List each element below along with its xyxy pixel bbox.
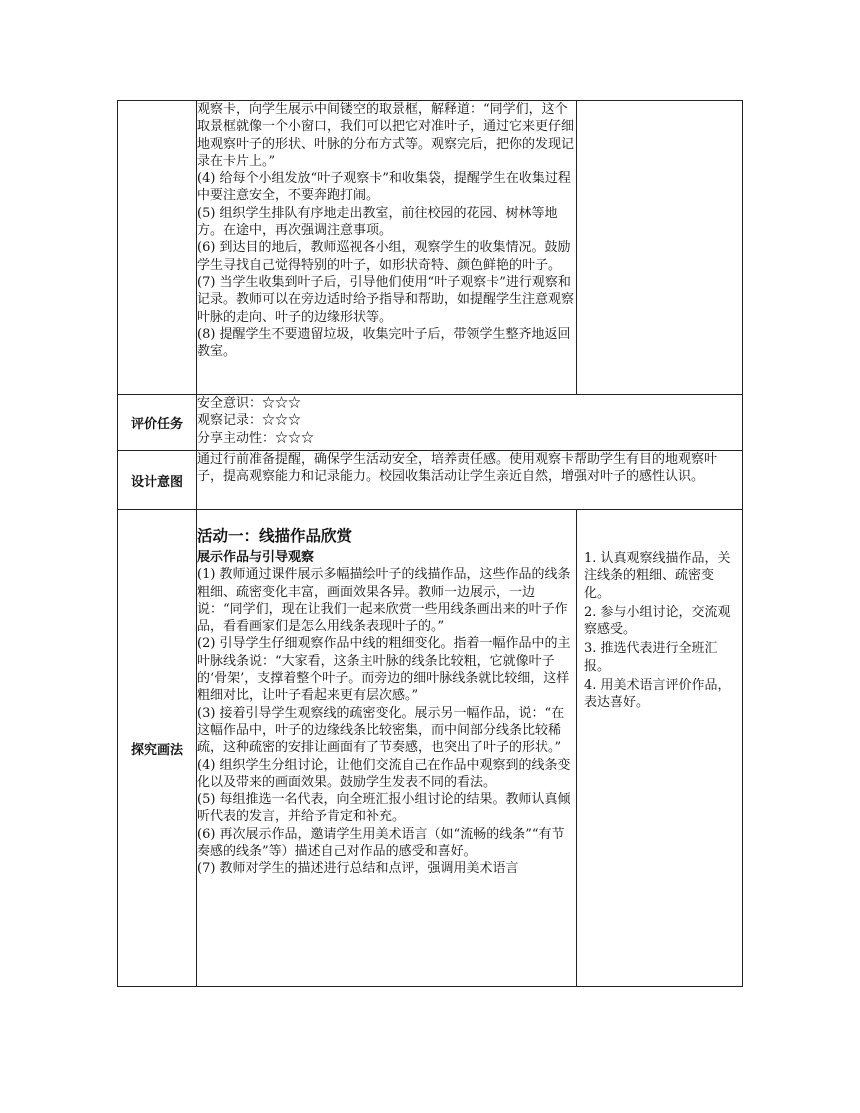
student-activity-item: 4. 用美术语言评价作品，表达喜好。 (584, 678, 731, 711)
continuation-paragraph: 观察卡，向学生展示中间镂空的取景框，解释道：“同学们，这个取景框就像一个小窗口，我们可以把它对准叶子，通过它来更仔细地观察叶子的形状、叶脉的分布方式等。观察完后，把你的发现记录在卡片上。” (197, 102, 575, 169)
explore-paragraph: (7) 教师对学生的描述进行总结和点评，强调用美术语言 (197, 861, 519, 877)
evaluation-content (197, 395, 743, 451)
continuation-paragraph: (4) 给每个小组发放“叶子观察卡”和收集袋，提醒学生在收集过程中要注意安全，不要奔跑打闹。 (197, 171, 571, 204)
explore-row (118, 510, 743, 987)
evaluation-item: 安全意识：☆☆☆ (197, 396, 302, 411)
design-label: 设计意图 (118, 451, 197, 510)
continuation-label-cell (118, 101, 197, 395)
student-activity-item: 1. 认真观察线描作品，关注线条的粗细、疏密变化。 (584, 551, 731, 601)
lesson-plan-table (117, 100, 743, 987)
student-activity-cell (577, 510, 743, 987)
student-activity-item: 3. 推选代表进行全班汇报。 (584, 641, 718, 674)
evaluation-item: 分享主动性：☆☆☆ (197, 430, 315, 446)
student-activity-item: 2. 参与小组讨论，交流观察感受。 (584, 604, 731, 638)
evaluation-row (118, 395, 743, 451)
explore-paragraph: (1) 教师通过课件展示多幅描绘叶子的线描作品，这些作品的线条粗细、疏密变化丰富，画面效果各异。教师一边展示，一边说：“同学们，现在让我们一起来欣赏一些用线条画出来的叶子作品，看看画家们是怎么用线条表现叶子的。” (197, 567, 571, 635)
explore-paragraph: (2) 引导学生仔细观察作品中线的粗细变化。指着一幅作品中的主叶脉线条说：“大家看，这条主叶脉的线条比较粗，它就像叶子的‘骨架’，支撑着整个叶子。而旁边的细叶脉线条就比较细，这样粗细对比，让叶子看起来更有层次感。” (197, 636, 571, 704)
continuation-paragraph: (8) 提醒学生不要遗留垃圾，收集完叶子后，带领学生整齐地返回教室。 (197, 326, 571, 360)
continuation-content (197, 101, 577, 395)
explore-content (197, 510, 577, 987)
design-text: 通过行前准备提醒，确保学生活动安全，培养责任感。使用观察卡帮助学生有目的地观察叶子，提高观察能力和记录能力。校园收集活动让学生亲近自然，增强对叶子的感性认识。 (197, 452, 718, 485)
explore-paragraph: (5) 每组推选一名代表，向全班汇报小组讨论的结果。教师认真倾听代表的发言，并给予肯定和补充。 (197, 792, 571, 825)
continuation-paragraph: (6) 到达目的地后，教师巡视各小组，观察学生的收集情况。鼓励学生寻找自己觉得特别的叶子，如形状奇特、颜色鲜艳的叶子。 (197, 240, 571, 273)
continuation-row (118, 101, 743, 395)
activity-title: 活动一：线描作品欣赏 (197, 527, 353, 545)
continuation-paragraph: (7) 当学生收集到叶子后，引导他们使用“叶子观察卡”进行观察和记录。教师可以在旁边适时给予指导和帮助，如提醒学生注意观察叶脉的走向、叶子的边缘形状等。 (197, 274, 575, 325)
continuation-paragraph: (5) 组织学生排队有序地走出教室，前往校园的花园、树林等地方。在途中，再次强调注意事项。 (197, 205, 558, 239)
explore-paragraph: (3) 接着引导学生观察线的疏密变化。展示另一幅作品，说：“在这幅作品中，叶子的边缘线条比较密集，而中间部分线条比较稀疏，这种疏密的安排让画面有了节奏感，也突出了叶子的形状。” (197, 705, 565, 756)
explore-paragraph: (6) 再次展示作品，邀请学生用美术语言（如“流畅的线条”“有节奏感的线条”等）描述自己对作品的感受和喜好。 (197, 826, 565, 860)
explore-paragraph: (4) 组织学生分组讨论，让他们交流自己在作品中观察到的线条变化以及带来的画面效果。鼓励学生发表不同的看法。 (197, 757, 571, 790)
continuation-student-cell (577, 101, 743, 395)
evaluation-label: 评价任务 (118, 395, 197, 451)
explore-label: 探究画法 (118, 510, 197, 987)
evaluation-item: 观察记录：☆☆☆ (197, 413, 302, 429)
design-row (118, 451, 743, 510)
design-content (197, 451, 743, 510)
activity-subtitle: 展示作品与引导观察 (197, 550, 315, 565)
